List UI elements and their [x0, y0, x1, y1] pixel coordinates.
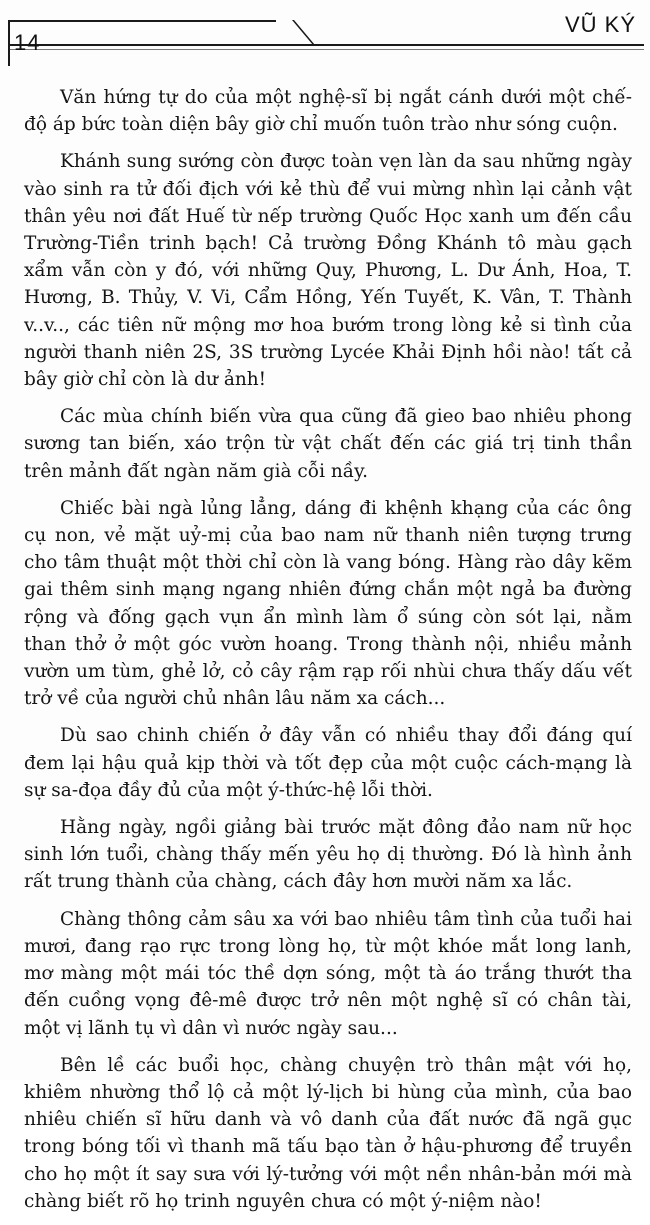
paragraph: Chàng thông cảm sâu xa với bao nhiêu tâm tình của tuổi hai mươi, đang rạo rực trong lòng họ, từ một khóe mắt long lanh, mơ màng một mái tóc thề dợn sóng, một tà áo trắng thướt tha đến cuồng vọng đê-mê được trở nên một nghệ sĩ có chân tài, một vị lãnh tụ vì dân vì nước ngày sau... [24, 908, 632, 1039]
body-text [24, 84, 632, 1225]
paragraph: Chiếc bài ngà lủng lẳng, dáng đi khệnh khạng của các ông cụ non, vẻ mặt uỷ-mị của bao nam nữ thanh niên tượng trưng cho tâm thuật một thời chỉ còn là vang bóng. Hàng rào dây kẽm gai thêm sinh mạng ngang nhiên đứng chắn một ngả ba đường rộng và đống gạch vụn ẩn mình làm ổ súng còn sót lại, nằm than thở ở một góc vườn hoang. Trong thành nội, nhiều mảnh vườn um tùm, ghẻ lở, cỏ cây rậm rạp rối nhùi chưa thấy dấu vết trở về của người chủ nhân lâu năm xa cách... [24, 497, 632, 710]
paragraph: Dù sao chinh chiến ở đây vẫn có nhiều thay đổi đáng quí đem lại hậu quả kịp thời và tốt đẹp của một cuộc cách-mạng là sự sa-đọa đầy đủ của một ý-thức-hệ lỗi thời. [24, 725, 632, 801]
page-number: 14 [14, 30, 41, 55]
running-head-author: VŨ KÝ [564, 12, 636, 37]
paragraph: Các mùa chính biến vừa qua cũng đã gieo bao nhiêu phong sương tan biến, xáo trộn từ vật chất đến các giá trị tinh thần trên mảnh đất ngàn năm già cỗi nầy. [24, 406, 632, 482]
paragraph: Khánh sung sướng còn được toàn vẹn làn da sau những ngày vào sinh ra tử đối địch với kẻ thù để vui mừng nhìn lại cảnh vật thân yêu nơi đất Huế từ nếp trường Quốc Học xanh um đến cầu Trường-Tiền trinh bạch! Cả trường Đồng Khánh tô màu gạch xẩm vẫn còn y đó, với những Quy, Phương, L. Dư Ánh, Hoa, T. Hương, B. Thủy, V. Vi, Cẩm Hồng, Yến Tuyết, K. Vân, T. Thành v..v.., các tiên nữ mộng mơ hoa bướm trong lòng kẻ si tình của người thanh niên 2S, 3S trường Lycée Khải Định hồi nào! tất cả bây giờ chỉ còn là dư ảnh! [24, 151, 632, 391]
paragraph: Bên lề các buổi học, chàng chuyện trò thân mật với họ, khiêm nhường thổ lộ cả một lý-lịch bi hùng của mình, của bao nhiêu chiến sĩ hữu danh và vô danh của đất nước đã ngã gục trong bóng tối vì thanh mã tấu bạo tàn ở hậu-phương để truyền cho họ một ít say sưa với lý-tưởng với một nền nhân-bản mới mà chàng biết rõ họ trinh nguyên chưa có một ý-niệm nào! [24, 1054, 632, 1212]
page-number-frame [8, 20, 276, 66]
paragraph: Hằng ngày, ngồi giảng bài trước mặt đông đảo nam nữ học sinh lớn tuổi, chàng thấy mến yêu họ dị thường. Đó là hình ảnh rất trung thành của chàng, cách đây hơn mười năm xa lắc. [24, 817, 632, 893]
paragraph: Văn hứng tự do của một nghệ-sĩ bị ngắt cánh dưới một chế-độ áp bức toàn diện bây giờ chỉ muốn tuôn trào như sóng cuộn. [24, 87, 632, 136]
header-rule [10, 44, 644, 46]
